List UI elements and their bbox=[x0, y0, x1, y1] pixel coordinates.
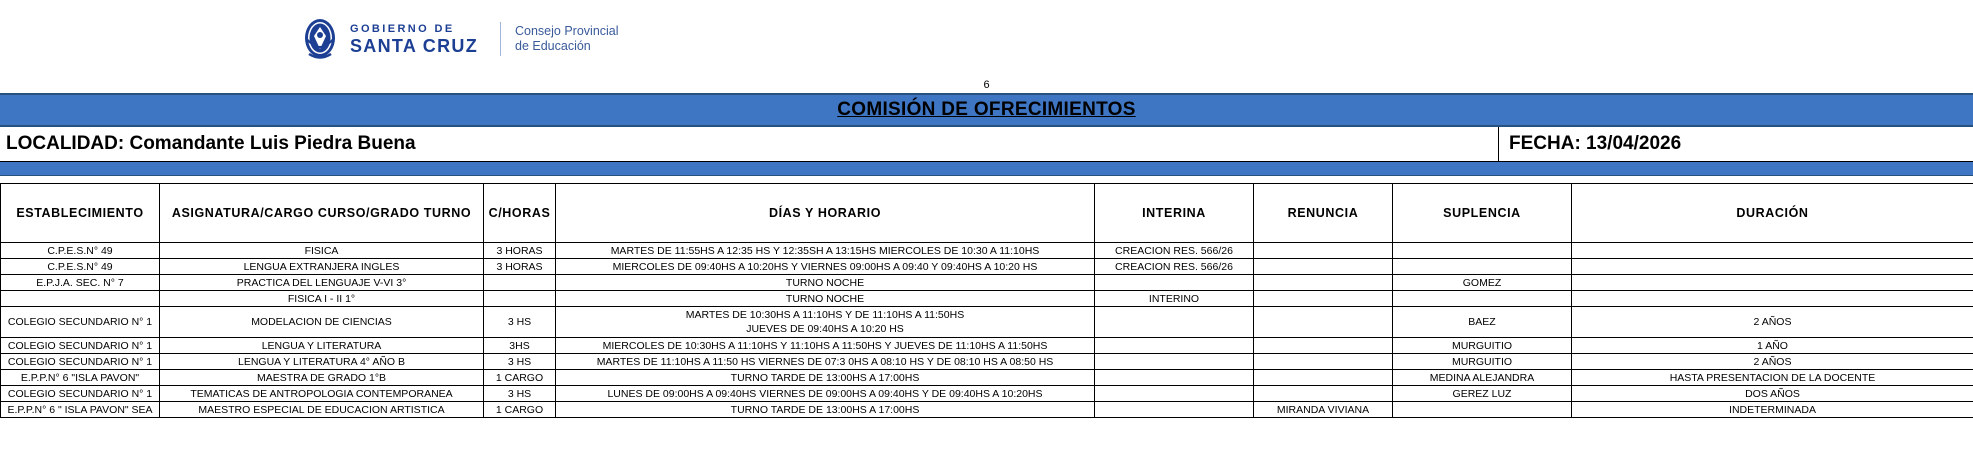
page-number: 6 bbox=[983, 79, 990, 91]
cell-asignatura: MAESTRA DE GRADO 1°B bbox=[160, 370, 484, 386]
cell-renuncia: MIRANDA VIVIANA bbox=[1254, 402, 1393, 418]
cell-suplencia bbox=[1393, 291, 1572, 307]
cell-dias-horario: MARTES DE 11:55HS A 12:35 HS Y 12:35SH A 13:15HS MIERCOLES DE 10:30 A 11:10HS bbox=[556, 243, 1095, 259]
cell-choras bbox=[484, 275, 556, 291]
gov-line-1: GOBIERNO DE bbox=[350, 23, 455, 35]
cell-establecimiento: COLEGIO SECUNDARIO N° 1 bbox=[1, 386, 160, 402]
council-wordmark bbox=[500, 22, 619, 56]
column-header-suplencia: SUPLENCIA bbox=[1393, 184, 1572, 243]
table-header-row bbox=[1, 184, 1973, 243]
cell-asignatura: LENGUA Y LITERATURA bbox=[160, 338, 484, 354]
table-row bbox=[1, 291, 1973, 307]
column-header-renuncia: RENUNCIA bbox=[1254, 184, 1393, 243]
column-header-duracion: DURACIÓN bbox=[1572, 184, 1973, 243]
column-header-choras: C/HORAS bbox=[484, 184, 556, 243]
cell-asignatura: LENGUA Y LITERATURA 4° AÑO B bbox=[160, 354, 484, 370]
cell-renuncia bbox=[1254, 259, 1393, 275]
cell-renuncia bbox=[1254, 291, 1393, 307]
table-row bbox=[1, 307, 1973, 338]
cell-duracion: 1 AÑO bbox=[1572, 338, 1973, 354]
cell-choras: 3 HORAS bbox=[484, 259, 556, 275]
cell-renuncia bbox=[1254, 354, 1393, 370]
cell-duracion bbox=[1572, 259, 1973, 275]
table-row bbox=[1, 275, 1973, 291]
cell-choras: 3 HS bbox=[484, 386, 556, 402]
cell-asignatura: FISICA bbox=[160, 243, 484, 259]
cell-renuncia bbox=[1254, 307, 1393, 338]
cell-establecimiento: COLEGIO SECUNDARIO N° 1 bbox=[1, 354, 160, 370]
cell-dias-horario: TURNO TARDE DE 13:00HS A 17:00HS bbox=[556, 402, 1095, 418]
cell-renuncia bbox=[1254, 386, 1393, 402]
santa-cruz-crest-icon bbox=[300, 16, 340, 62]
document-title-bar bbox=[0, 93, 1973, 127]
cell-choras: 3 HORAS bbox=[484, 243, 556, 259]
cell-interina bbox=[1095, 386, 1254, 402]
gov-line-2: SANTA CRUZ bbox=[350, 36, 478, 56]
column-header-dias-horario: DÍAS Y HORARIO bbox=[556, 184, 1095, 243]
spacer bbox=[0, 176, 1973, 183]
table-row bbox=[1, 259, 1973, 275]
cell-asignatura: TEMATICAS DE ANTROPOLOGIA CONTEMPORANEA bbox=[160, 386, 484, 402]
cell-establecimiento: COLEGIO SECUNDARIO N° 1 bbox=[1, 307, 160, 338]
blue-divider-strip bbox=[0, 162, 1973, 176]
date-label: FECHA: 13/04/2026 bbox=[1509, 133, 1682, 154]
cell-choras bbox=[484, 291, 556, 307]
cell-establecimiento bbox=[1, 291, 160, 307]
cell-asignatura: LENGUA EXTRANJERA INGLES bbox=[160, 259, 484, 275]
cell-dias-horario: TURNO NOCHE bbox=[556, 275, 1095, 291]
cell-dias-horario: LUNES DE 09:00HS A 09:40HS VIERNES DE 09:00HS A 09:40HS Y DE 09:40HS A 10:20HS bbox=[556, 386, 1095, 402]
cell-establecimiento: E.P.J.A. SEC. N° 7 bbox=[1, 275, 160, 291]
cell-choras: 1 CARGO bbox=[484, 370, 556, 386]
table-row bbox=[1, 354, 1973, 370]
cell-suplencia: MEDINA ALEJANDRA bbox=[1393, 370, 1572, 386]
cell-renuncia bbox=[1254, 370, 1393, 386]
cell-duracion bbox=[1572, 243, 1973, 259]
cell-interina bbox=[1095, 307, 1254, 338]
cell-interina bbox=[1095, 402, 1254, 418]
cell-suplencia: MURGUITIO bbox=[1393, 354, 1572, 370]
cell-establecimiento: E.P.P.N° 6 "ISLA PAVON" bbox=[1, 370, 160, 386]
cell-suplencia: MURGUITIO bbox=[1393, 338, 1572, 354]
cell-asignatura: MODELACION DE CIENCIAS bbox=[160, 307, 484, 338]
column-header-asignatura: ASIGNATURA/CARGO CURSO/GRADO TURNO bbox=[160, 184, 484, 243]
cell-renuncia bbox=[1254, 338, 1393, 354]
cell-renuncia bbox=[1254, 243, 1393, 259]
column-header-interina: INTERINA bbox=[1095, 184, 1254, 243]
cell-suplencia bbox=[1393, 259, 1572, 275]
cell-interina bbox=[1095, 370, 1254, 386]
cell-duracion bbox=[1572, 275, 1973, 291]
locality-label: LOCALIDAD: Comandante Luis Piedra Buena bbox=[0, 127, 1499, 161]
cell-establecimiento: C.P.E.S.N° 49 bbox=[1, 259, 160, 275]
cell-interina bbox=[1095, 338, 1254, 354]
table-row bbox=[1, 386, 1973, 402]
locality-date-bar bbox=[0, 127, 1973, 162]
cell-choras: 1 CARGO bbox=[484, 402, 556, 418]
cell-dias-horario: MIERCOLES DE 09:40HS A 10:20HS Y VIERNES 09:00HS A 09:40 Y 09:40HS A 10:20 HS bbox=[556, 259, 1095, 275]
cell-dias-horario: MARTES DE 10:30HS A 11:10HS Y DE 11:10HS A 11:50HS JUEVES DE 09:40HS A 10:20 HS bbox=[556, 307, 1095, 338]
cell-choras: 3 HS bbox=[484, 307, 556, 338]
cell-choras: 3 HS bbox=[484, 354, 556, 370]
table-row bbox=[1, 243, 1973, 259]
cell-establecimiento: C.P.E.S.N° 49 bbox=[1, 243, 160, 259]
cell-dias-horario: MIERCOLES DE 10:30HS A 11:10HS Y 11:10HS A 11:50HS Y JUEVES DE 11:10HS A 11:50HS bbox=[556, 338, 1095, 354]
cell-interina bbox=[1095, 354, 1254, 370]
cell-duracion: 2 AÑOS bbox=[1572, 307, 1973, 338]
page-title: COMISIÓN DE OFRECIMIENTOS bbox=[837, 99, 1136, 120]
cell-interina: CREACION RES. 566/26 bbox=[1095, 243, 1254, 259]
cell-duracion: HASTA PRESENTACION DE LA DOCENTE bbox=[1572, 370, 1973, 386]
cell-suplencia: BAEZ bbox=[1393, 307, 1572, 338]
cell-dias-horario: TURNO NOCHE bbox=[556, 291, 1095, 307]
cell-duracion: DOS AÑOS bbox=[1572, 386, 1973, 402]
column-header-establecimiento: ESTABLECIMIENTO bbox=[1, 184, 160, 243]
table-row bbox=[1, 370, 1973, 386]
cell-choras: 3HS bbox=[484, 338, 556, 354]
cell-interina: CREACION RES. 566/26 bbox=[1095, 259, 1254, 275]
cell-duracion bbox=[1572, 291, 1973, 307]
cell-interina bbox=[1095, 275, 1254, 291]
cell-suplencia bbox=[1393, 243, 1572, 259]
cell-establecimiento: COLEGIO SECUNDARIO N° 1 bbox=[1, 338, 160, 354]
government-wordmark bbox=[350, 22, 478, 56]
header-logo-band bbox=[0, 0, 1973, 78]
council-line-2: de Educación bbox=[515, 39, 591, 53]
cell-dias-horario: TURNO TARDE DE 13:00HS A 17:00HS bbox=[556, 370, 1095, 386]
cell-suplencia: GOMEZ bbox=[1393, 275, 1572, 291]
cell-duracion: 2 AÑOS bbox=[1572, 354, 1973, 370]
cell-renuncia bbox=[1254, 275, 1393, 291]
cell-duracion: INDETERMINADA bbox=[1572, 402, 1973, 418]
council-line-1: Consejo Provincial bbox=[515, 24, 619, 38]
table-row bbox=[1, 402, 1973, 418]
cell-establecimiento: E.P.P.N° 6 " ISLA PAVON" SEA bbox=[1, 402, 160, 418]
cell-asignatura: MAESTRO ESPECIAL DE EDUCACION ARTISTICA bbox=[160, 402, 484, 418]
offerings-table bbox=[0, 183, 1973, 418]
cell-dias-horario: MARTES DE 11:10HS A 11:50 HS VIERNES DE 07:3 0HS A 08:10 HS Y DE 08:10 HS A 08:50 HS bbox=[556, 354, 1095, 370]
cell-asignatura: PRACTICA DEL LENGUAJE V-VI 3° bbox=[160, 275, 484, 291]
cell-suplencia: GEREZ LUZ bbox=[1393, 386, 1572, 402]
table-row bbox=[1, 338, 1973, 354]
table-body bbox=[1, 243, 1973, 418]
cell-interina: INTERINO bbox=[1095, 291, 1254, 307]
cell-suplencia bbox=[1393, 402, 1572, 418]
cell-asignatura: FISICA I - II 1° bbox=[160, 291, 484, 307]
